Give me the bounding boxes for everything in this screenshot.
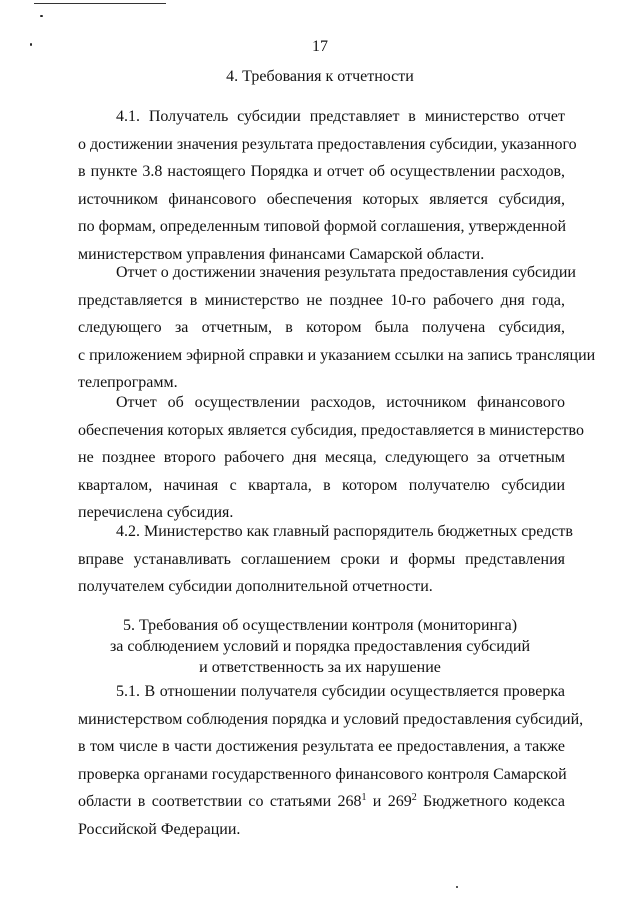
paragraph-report-expenses <box>78 389 584 527</box>
text-line: 4.2. Министерство как главный распорядитель бюджетных средств <box>116 523 573 540</box>
text-line: по формам, определенным типовой формой соглашения, утвержденной <box>78 218 567 236</box>
text-line: о достижении значения результата предоставления субсидии, указанного <box>78 135 577 153</box>
superscript: 2 <box>411 792 417 804</box>
text-fragment: Бюджетного кодекса <box>416 793 566 811</box>
superscript: 1 <box>361 792 367 804</box>
text-line: проверка органами государственного финансового контроля Самарской <box>78 765 567 783</box>
text-line: 4.1. Получатель субсидии представляет в министерство отчет <box>116 108 565 125</box>
text-line: кварталом, начиная с квартала, в котором получателю субсидии <box>78 476 565 494</box>
paragraph-4-1 <box>78 103 577 269</box>
text-line: обеспечения которых является субсидия, предоставляется в министерство <box>78 421 584 439</box>
text-line: 5.1. В отношении получателя субсидии осуществляется проверка <box>116 683 565 700</box>
heading-line: за соблюдением условий и порядка предоставления субсидий <box>109 638 531 655</box>
text-line: Отчет об осуществлении расходов, источником финансового <box>116 394 565 411</box>
text-line: министерством управления финансами Самарской области. <box>78 245 485 263</box>
text-line: вправе устанавливать соглашением сроки и формы представления <box>78 550 565 568</box>
text-line: перечислена субсидия. <box>78 504 234 522</box>
text-line-with-superscripts <box>78 788 565 816</box>
text-line: представляется в министерство не позднее 10-го рабочего дня года, <box>78 291 565 309</box>
heading-line: 5. Требования об осуществлении контроля (мониторинга) <box>122 617 518 634</box>
top-rule <box>34 3 166 4</box>
text-fragment: и 269 <box>366 793 412 811</box>
text-line: министерством соблюдения порядка и условий предоставления субсидий, <box>78 710 584 728</box>
text-line: в пункте 3.8 настоящего Порядка и отчет об осуществлении расходов, <box>78 163 565 181</box>
paragraph-report-results <box>78 259 596 397</box>
text-line: не позднее второго рабочего дня месяца, следующего за отчетным <box>78 449 565 467</box>
text-line: получателем субсидии дополнительной отчетности. <box>78 578 433 596</box>
text-line: в том числе в части достижения результата ее предоставления, а также <box>78 738 565 756</box>
text-line: источником финансового обеспечения которых является субсидия, <box>78 190 565 208</box>
page-number: 17 <box>312 38 328 55</box>
text-line: Отчет о достижении значения результата предоставления субсидии <box>116 264 576 281</box>
paragraph-5-1 <box>78 678 584 844</box>
text-line: Российской Федерации. <box>78 820 241 838</box>
section-5-heading <box>0 615 640 678</box>
text-line: телепрограмм. <box>78 374 178 392</box>
text-line: следующего за отчетным, в котором была получена субсидия, <box>78 319 565 337</box>
heading-line: и ответственность за их нарушение <box>199 659 441 676</box>
scan-speck <box>40 15 43 17</box>
section-4-heading: 4. Требования к отчетности <box>226 68 414 85</box>
text-line: с приложением эфирной справки и указанием ссылки на запись трансляции <box>78 346 596 364</box>
text-fragment: области в соответствии со статьями 268 <box>78 793 362 811</box>
paragraph-4-2 <box>78 518 573 601</box>
scan-speck <box>456 886 458 888</box>
